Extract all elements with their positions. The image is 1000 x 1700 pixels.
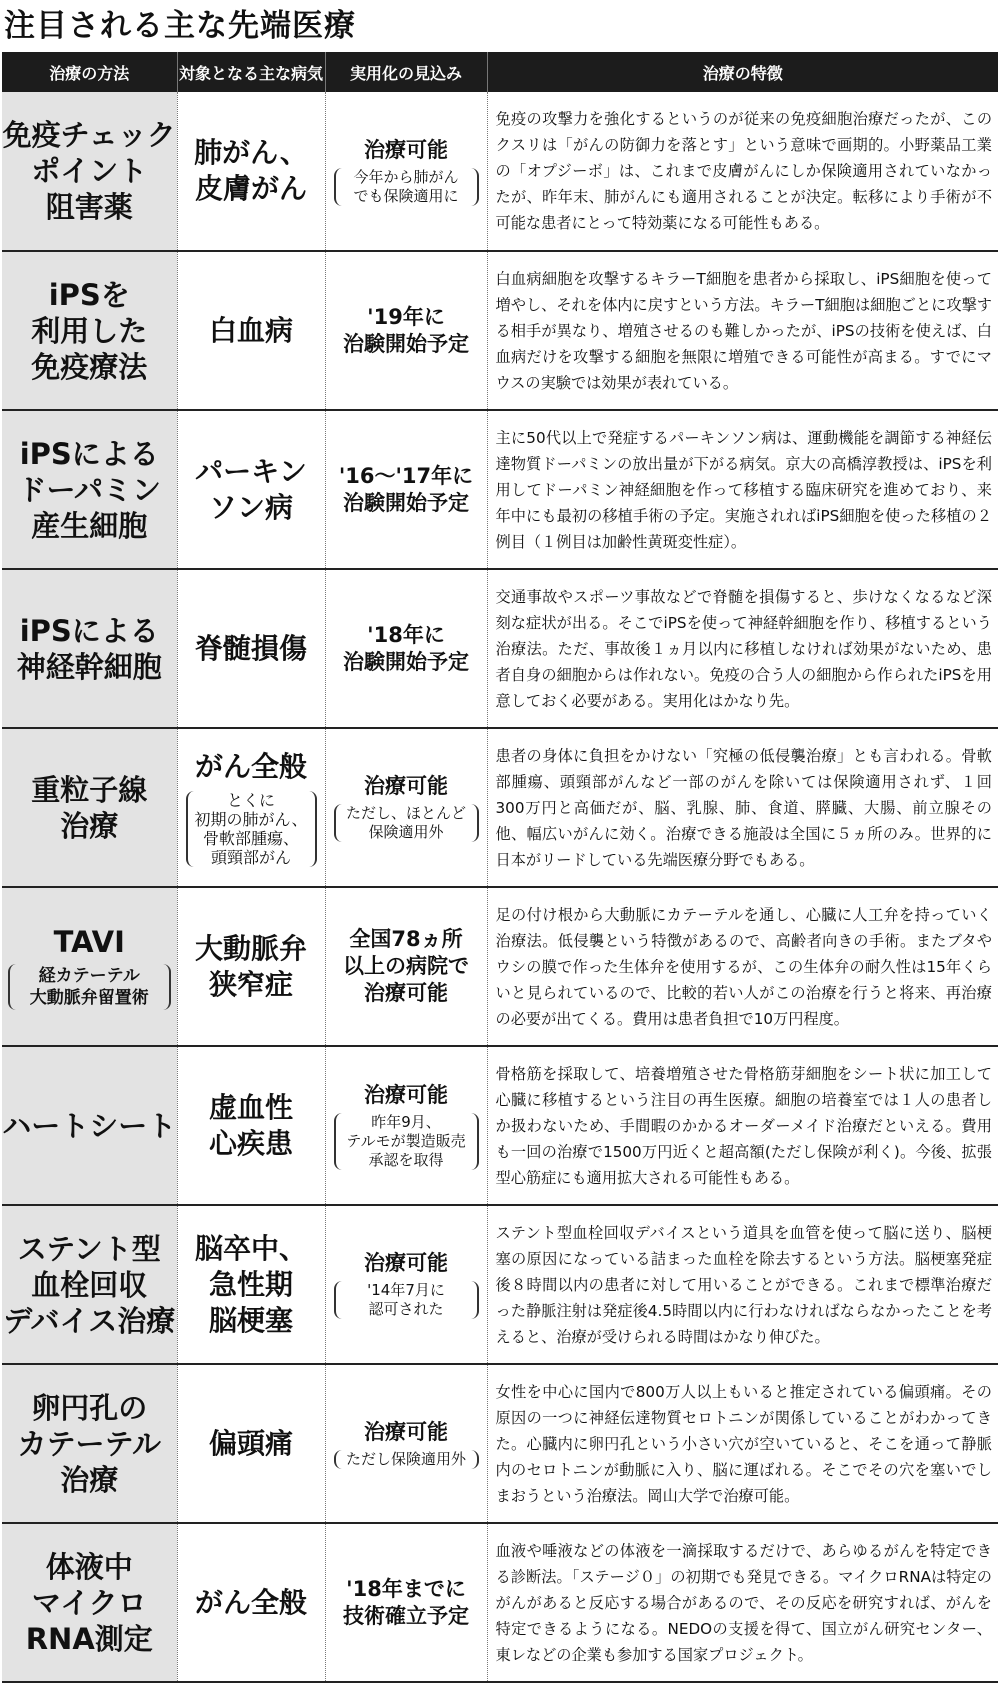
method-cell xyxy=(2,1046,177,1205)
outlook-cell xyxy=(325,569,487,728)
feature-cell-text: 患者の身体に負担をかけない「究極の低侵襲治療」とも言われる。骨軟部腫瘍、頭頸部がんなど一部のがんを除いては保険適用されず、１回300万円と高価だが、脳、乳腺、肺、食道、膵臓、大腸、前立腺その他、幅広いがんに効く。治療できる施設は全国に５ヵ所のみ。世界的に日本がリードしている先端医療分野でもある。 xyxy=(495,746,992,869)
outlook-cell xyxy=(325,251,487,410)
method-cell-text: iPSによる 神経幹細胞 xyxy=(16,613,162,684)
feature-cell-text: 免疫の攻撃力を強化するというのが従来の免疫細胞治療だったが、このクスリは「がんの防御力を落とす」という意味で画期的。小野薬品工業の「オプジーボ」は、これまで皮膚がんにしか保険適用されていなかったが、昨年末、肺がんにも適用されることが決定。転移により手術が不可能な患者にとって特効薬になる可能性もある。 xyxy=(495,110,992,232)
disease-cell-text: 脊髄損傷 xyxy=(194,631,307,665)
disease-cell xyxy=(177,251,325,410)
feature-cell-text: 白血病細胞を攻撃するキラーT細胞を患者から採取し、iPS細胞を使って増やし、それを体内に戻すという方法。キラーT細胞は細胞ごとに攻撃する相手が異なり、増殖させるのも難しかったが、iPSの技術を使えば、白血病だけを攻撃する細胞を無限に増殖できる可能性が高まる。すでにマウスの実験では効果が表れている。 xyxy=(495,269,992,392)
feature-cell xyxy=(487,251,998,410)
feature-cell-text: 足の付け根から大動脈にカテーテルを通し、心臓に人工弁を持っていく治療法。低侵襲という特徴があるので、高齢者向きの手術。またブタやウシの膜で作った生体弁を使用するが、この生体弁の耐久性は15年くらいと見られているので、比較的若い人がこの治療を行うと将来、再治療の必要が出てくる。費用は患者負担で10万円程度。 xyxy=(495,905,992,1028)
feature-cell xyxy=(487,1364,998,1523)
outlook-cell xyxy=(325,92,487,251)
feature-cell-text: ステント型血栓回収デバイスという道具を血管を使って脳に送り、脳梗塞の原因になっている詰まった血栓を除去するという方法。脳梗塞発症後８時間以内の患者に対して用いることができる。これまで標準治療だった静脈注射は発症後4.5時間以内に行わなければならなかったことを考えると、治療が受けられる時間はかなり伸びた。 xyxy=(495,1223,992,1346)
feature-cell xyxy=(487,92,998,251)
table-row xyxy=(2,92,998,251)
outlook-cell xyxy=(325,1205,487,1364)
feature-cell-text: 骨格筋を採取して、培養増殖させた骨格筋芽細胞をシート状に加工して心臓に移植するという注目の再生医療。細胞の培養室では１人の患者しか扱わないため、手間暇のかかるオーダーメイド治療だといえる。費用も一回の治療で1500万円近くと超高額(ただし保険が利く)。今後、拡張型心筋症にも適用拡大される可能性もある。 xyxy=(495,1064,992,1187)
feature-cell xyxy=(487,569,998,728)
table-row xyxy=(2,1364,998,1523)
header-feature: 治療の特徴 xyxy=(487,52,998,92)
disease-cell xyxy=(177,728,325,887)
treatment-table xyxy=(2,52,998,1683)
outlook-cell-text: '18年に 治験開始予定 xyxy=(343,622,469,674)
disease-cell xyxy=(177,410,325,569)
method-cell-text: iPSによる ドーパミン 産生細胞 xyxy=(17,436,162,543)
outlook-cell-note: 昨年9月、 テルモが製造販売 承認を取得 xyxy=(334,1113,479,1170)
table-row xyxy=(2,728,998,887)
disease-cell-text: パーキン ソン病 xyxy=(195,454,307,524)
page-title: 注目される主な先端医療 xyxy=(4,8,356,44)
outlook-cell xyxy=(325,1046,487,1205)
disease-cell-note: とくに 初期の肺がん、 骨軟部腫瘍、 頭頸部がん xyxy=(186,791,317,867)
outlook-cell-note: '14年7月に 認可された xyxy=(334,1281,479,1319)
method-cell-text: 体液中 マイクロ RNA測定 xyxy=(25,1549,153,1656)
disease-cell xyxy=(177,1205,325,1364)
feature-cell xyxy=(487,728,998,887)
table-body xyxy=(2,92,998,1682)
method-cell xyxy=(2,569,177,728)
header-disease: 対象となる主な病気 xyxy=(177,52,325,92)
method-cell xyxy=(2,728,177,887)
table-row xyxy=(2,1205,998,1364)
method-cell-text: TAVI xyxy=(53,924,125,959)
outlook-cell-text: 治療可能 xyxy=(364,774,448,798)
outlook-cell-text: 治療可能 xyxy=(364,1082,448,1107)
disease-cell xyxy=(177,1046,325,1205)
disease-cell-text: 脳卒中、 急性期 脳梗塞 xyxy=(194,1231,307,1337)
outlook-cell-note: ただし、ほとんど 保険適用外 xyxy=(334,804,479,842)
method-cell-text: ステント型 血栓回収 デバイス治療 xyxy=(3,1231,176,1338)
disease-cell-text: 肺がん、 皮膚がん xyxy=(194,136,308,205)
outlook-cell-text: 治療可能 xyxy=(364,137,448,162)
method-cell xyxy=(2,887,177,1046)
disease-cell xyxy=(177,887,325,1046)
disease-cell-text: がん全般 xyxy=(194,1585,307,1619)
disease-cell-text: 偏頭痛 xyxy=(208,1426,293,1460)
method-cell-text: 卵円孔の カテーテル 治療 xyxy=(17,1390,162,1497)
disease-cell xyxy=(177,1523,325,1682)
outlook-cell-text: 全国78ヵ所 以上の病院で 治療可能 xyxy=(343,927,469,1005)
table-row xyxy=(2,251,998,410)
disease-cell-text: 虚血性 心疾患 xyxy=(208,1090,293,1160)
feature-cell-text: 交通事故やスポーツ事故などで脊髄を損傷すると、歩けなくなるなど深刻な症状が出る。そこでiPSを使って神経幹細胞を作り、移植するという治療法。ただ、事故後１ヵ月以内に移植しなければ効果がないため、患者自身の細胞からは作れない。免疫の合う人の細胞から作られたiPSを用意しておく必要がある。実用化はかなり先。 xyxy=(495,587,992,710)
method-cell-text: ハートシート xyxy=(2,1108,177,1143)
method-cell-text: iPSを 利用した 免疫療法 xyxy=(31,277,148,384)
feature-cell-text: 女性を中心に国内で800万人以上もいると推定されている偏頭痛。その原因の一つに神経伝達物質セロトニンが関係していることがわかってきた。心臓内に卵円孔という小さい穴が空いていると、そこを通って静脈内のセロトニンが動脈に入り、脳に運ばれる。そこでその穴を塞いでしまおうという治療法。岡山大学で治療可能。 xyxy=(495,1382,992,1505)
outlook-cell-text: 治療可能 xyxy=(364,1419,448,1444)
table-row xyxy=(2,1046,998,1205)
method-cell xyxy=(2,92,177,251)
table-header xyxy=(2,52,998,92)
header-outlook: 実用化の見込み xyxy=(325,52,487,92)
outlook-cell-text: 治療可能 xyxy=(364,1251,448,1275)
disease-cell-text: 白血病 xyxy=(208,313,293,347)
header-method: 治療の方法 xyxy=(2,52,177,92)
table-row xyxy=(2,569,998,728)
outlook-cell-note: ただし保険適用外 xyxy=(334,1450,479,1469)
table-row xyxy=(2,410,998,569)
outlook-cell xyxy=(325,1364,487,1523)
method-cell xyxy=(2,1523,177,1682)
outlook-cell xyxy=(325,728,487,887)
outlook-cell xyxy=(325,1523,487,1682)
method-cell xyxy=(2,1364,177,1523)
table-row xyxy=(2,887,998,1046)
outlook-cell xyxy=(325,887,487,1046)
feature-cell xyxy=(487,1205,998,1364)
disease-cell xyxy=(177,1364,325,1523)
method-cell xyxy=(2,251,177,410)
feature-cell xyxy=(487,1523,998,1682)
feature-cell xyxy=(487,410,998,569)
feature-cell-text: 主に50代以上で発症するパーキンソン病は、運動機能を調節する神経伝達物質ドーパミンの放出量が下がる病気。京大の高橋淳教授は、iPSを利用してドーパミン神経細胞を作って移植する臨床研究を進めており、来年中にも最初の移植手術の予定。実施されればiPS細胞を使った移植の２例目（１例目は加齢性黄斑変性症）。 xyxy=(495,428,992,551)
outlook-cell-text: '19年に 治験開始予定 xyxy=(343,304,469,356)
outlook-cell-note: 今年から肺がん でも保険適用に xyxy=(334,168,479,206)
feature-cell xyxy=(487,887,998,1046)
method-cell-text: 重粒子線 治療 xyxy=(31,772,148,843)
disease-cell-text: がん全般 xyxy=(194,749,307,783)
method-cell xyxy=(2,1205,177,1364)
table-row xyxy=(2,1523,998,1682)
disease-cell xyxy=(177,569,325,728)
disease-cell xyxy=(177,92,325,251)
feature-cell-text: 血液や唾液などの体液を一滴採取するだけで、あらゆるがんを特定できる診断法。「ステージ０」の初期でも発見できる。マイクロRNAは特定のがんがあると反応する場合があるので、その反応を研究すれば、がんを特定できるようになる。NEDOの支援を得て、国立がん研究センター、東レなどの企業も参加する国家プロジェクト。 xyxy=(495,1541,992,1664)
method-cell-note: 経カテーテル 大動脈弁留置術 xyxy=(8,964,171,1010)
outlook-cell xyxy=(325,410,487,569)
disease-cell-text: 大動脈弁 狭窄症 xyxy=(194,931,307,1001)
outlook-cell-text: '18年までに 技術確立予定 xyxy=(343,1576,469,1628)
method-cell-text: 免疫チェック ポイント 阻害薬 xyxy=(2,118,176,224)
method-cell xyxy=(2,410,177,569)
feature-cell xyxy=(487,1046,998,1205)
outlook-cell-text: '16〜'17年に 治験開始予定 xyxy=(338,463,474,515)
